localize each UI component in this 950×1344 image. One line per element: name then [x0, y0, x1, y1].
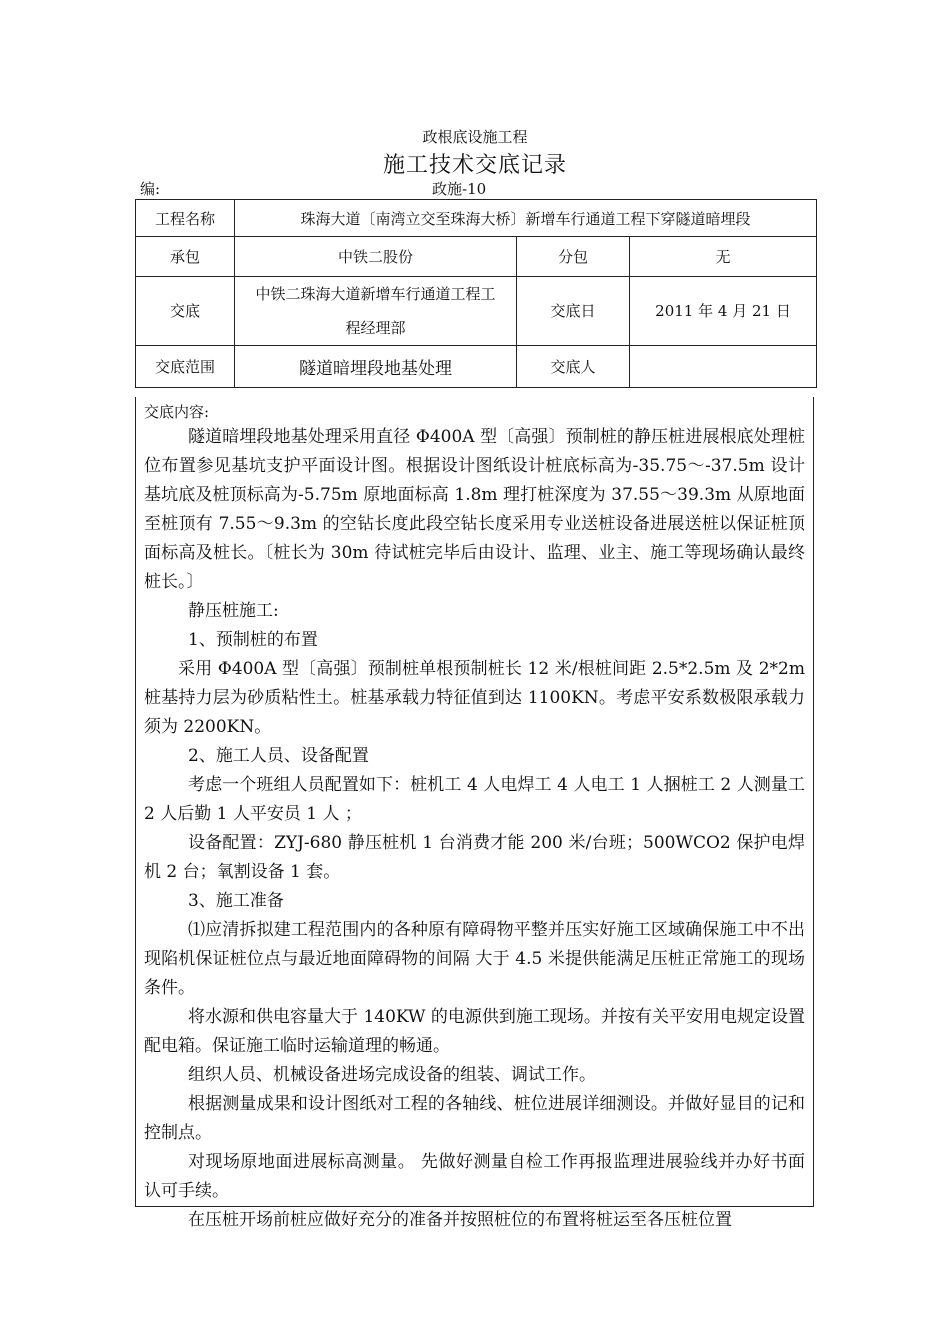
table-row	[136, 200, 817, 237]
record-number: 政施-10	[432, 180, 487, 198]
discloser-label: 交底	[136, 277, 235, 346]
project-name-label: 工程名称	[136, 200, 235, 237]
content-paragraph: 2、施工人员、设备配置	[188, 746, 369, 766]
discloser-value-line2: 程经理部	[345, 319, 406, 337]
discloser-value-line1: 中铁二珠海大道新增车行通道工程工	[255, 285, 496, 303]
project-name-value: 珠海大道〔南湾立交至珠海大桥〕新增车行通道工程下穿隧道暗埋段	[235, 200, 817, 237]
content-paragraph: 隧道暗埋段地基处理采用直径 Φ400A 型〔高强〕预制桩的静压桩进展根底处理桩位布置参见基坑支护平面设计图。根据设计图纸设计桩底标高为-35.75～-37.5m 设计基坑底及桩顶标高为-5.75m 原地面标高 1.8m 理打桩深度为 37.55～39.3m 从原地面至桩顶有 7.55～9.3m 的空钻长度此段空钻长度采用专业送桩设备进展送桩以保证桩顶面标高及桩长。〔桩长为 30m 待试桩完毕后由设计、监理、业主、施工等现场确认最终桩长。〕	[144, 427, 805, 592]
date-label: 交底日	[517, 277, 630, 346]
content-paragraph: 静压桩施工:	[188, 601, 279, 621]
info-table	[135, 199, 817, 388]
content-paragraph: 3、施工准备	[188, 891, 284, 911]
content-paragraph: 设备配置：ZYJ-680 静压桩机 1 台消费才能 200 米/台班；500WCO2 保护电焊机 2 台；氧割设备 1 套。	[144, 833, 805, 882]
content-paragraph: 对现场原地面进展标高测量。 先做好测量自检工作再报监理进展验线并办好书面认可手续。	[144, 1152, 805, 1201]
subcontract-value: 无	[630, 237, 817, 277]
content-paragraph: ⑴应清拆拟建工程范围内的各种原有障碍物平整并压实好施工区域确保施工中不出现陷机保证桩位点与最近地面障碍物的间隔 大于 4.5 米提供能满足压桩正常施工的现场条件。	[144, 920, 805, 998]
table-row	[136, 277, 817, 346]
document-subtitle: 政根底设施工程	[422, 128, 528, 146]
content-paragraph: 在压桩开场前桩应做好充分的准备并按照桩位的布置将桩运至各压桩位置	[188, 1210, 732, 1230]
table-row	[136, 346, 817, 388]
person-value	[630, 346, 817, 388]
person-label: 交底人	[517, 346, 630, 388]
content-paragraph: 采用 Φ400A 型〔高强〕预制桩单根预制桩长 12 米/根桩间距 2.5*2.5m 及 2*2m 桩基持力层为砂质粘性土。桩基承载力特征值到达 1100KN。考虑平安系数极限承载力须为 2200KN。	[144, 659, 805, 737]
discloser-value	[235, 277, 517, 346]
content-paragraph: 将水源和供电容量大于 140KW 的电源供到施工现场。并按有关平安用电规定设置配电箱。保证施工临时运输道理的畅通。	[144, 1007, 805, 1056]
bian-label: 编:	[140, 180, 161, 198]
contractor-label: 承包	[136, 237, 235, 277]
contractor-value: 中铁二股份	[235, 237, 517, 277]
content-box	[135, 397, 814, 1230]
content-body	[144, 423, 805, 1235]
content-paragraph: 组织人员、机械设备进场完成设备的组装、调试工作。	[188, 1065, 596, 1085]
content-paragraph: 考虑一个班组人员配置如下：桩机工 4 人电焊工 4 人电工 1 人捆桩工 2 人测量工 2 人后勤 1 人平安员 1 人 ；	[144, 775, 805, 824]
scope-value: 隧道暗埋段地基处理	[235, 346, 517, 388]
content-label: 交底内容:	[144, 403, 210, 421]
scope-label: 交底范围	[136, 346, 235, 388]
date-value: 2011 年 4 月 21 日	[630, 277, 817, 346]
content-paragraph: 根据测量成果和设计图纸对工程的各轴线、桩位进展详细测设。并做好显目的记和控制点。	[144, 1094, 805, 1143]
content-paragraph: 1、预制桩的布置	[188, 630, 318, 650]
subcontract-label: 分包	[517, 237, 630, 277]
table-row	[136, 237, 817, 277]
document-title: 施工技术交底记录	[382, 153, 567, 178]
